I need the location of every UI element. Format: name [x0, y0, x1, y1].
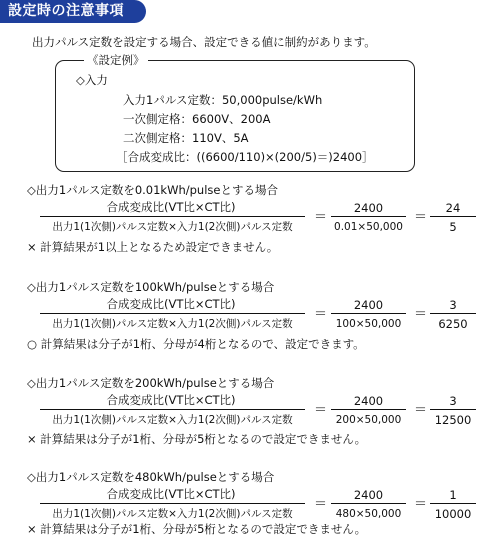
case-note: × 計算結果は分子が1桁、分母が5桁となるので設定できません。 [27, 522, 367, 536]
case-title: ◇出力1パルス定数を100kWh/pulseとする場合 [27, 280, 275, 294]
section-header: 設定時の注意事項 [0, 0, 146, 23]
fraction-bar [40, 409, 305, 410]
fraction-bar [430, 409, 476, 410]
equals-sign: ＝ [414, 210, 428, 225]
equals-sign: ＝ [314, 403, 328, 418]
result-denominator: 12500 [434, 413, 472, 427]
example-line-composite-ratio: ［合成変成比：((6600/110)×(200/5)＝)2400］ [116, 150, 374, 164]
fraction-bar [430, 216, 476, 217]
fraction-bar [331, 216, 406, 217]
mid-denominator: 0.01×50,000 [334, 221, 403, 233]
case-note: ○ 計算結果は分子が1桁、分母が4桁となるので、設定できます。 [27, 337, 365, 351]
formula-denominator: 出力1(1次側)パルス定数×入力1(2次側)パルス定数 [52, 318, 293, 330]
equals-sign: ＝ [414, 307, 428, 322]
result-denominator: 10000 [434, 507, 472, 521]
fraction-bar [40, 313, 305, 314]
formula-denominator: 出力1(1次側)パルス定数×入力1(2次側)パルス定数 [52, 414, 293, 426]
fraction-bar [331, 409, 406, 410]
fraction-bar [331, 503, 406, 504]
example-input-label: ◇入力 [76, 73, 108, 87]
case-note: × 計算結果が1以上となるため設定できません。 [27, 240, 279, 254]
equals-sign: ＝ [414, 403, 428, 418]
formula-denominator: 出力1(1次側)パルス定数×入力1(2次側)パルス定数 [52, 508, 293, 520]
formula-numerator: 合成変成比(VT比×CT比) [106, 487, 236, 501]
equals-sign: ＝ [314, 497, 328, 512]
equals-sign: ＝ [414, 497, 428, 512]
fraction-bar [430, 503, 476, 504]
result-numerator: 24 [445, 201, 461, 215]
mid-numerator: 2400 [353, 394, 384, 408]
example-line-primary-rating: 一次側定格：6600V、200A [123, 112, 271, 126]
formula-numerator: 合成変成比(VT比×CT比) [106, 297, 236, 311]
result-numerator: 1 [449, 488, 457, 502]
fraction-bar [331, 313, 406, 314]
result-denominator: 5 [449, 220, 457, 234]
mid-numerator: 2400 [353, 488, 384, 502]
result-numerator: 3 [449, 394, 457, 408]
fraction-bar [430, 313, 476, 314]
equals-sign: ＝ [314, 210, 328, 225]
mid-denominator: 480×50,000 [335, 508, 402, 520]
fraction-bar [40, 216, 305, 217]
example-line-secondary-rating: 二次側定格：110V、5A [123, 131, 249, 145]
example-label: 《設定例》 [84, 53, 148, 67]
case-title: ◇出力1パルス定数を200kWh/pulseとする場合 [27, 376, 275, 390]
mid-denominator: 200×50,000 [335, 414, 402, 426]
case-title: ◇出力1パルス定数を480kWh/pulseとする場合 [27, 470, 275, 484]
mid-numerator: 2400 [353, 201, 384, 215]
formula-denominator: 出力1(1次側)パルス定数×入力1(2次側)パルス定数 [52, 221, 293, 233]
intro-text: 出力パルス定数を設定する場合、設定できる値に制約があります。 [32, 35, 376, 49]
case-note: × 計算結果は分子が1桁、分母が5桁となるので設定できません。 [27, 432, 367, 446]
equals-sign: ＝ [314, 307, 328, 322]
result-denominator: 6250 [438, 317, 468, 331]
example-line-input-pulse: 入力1パルス定数：50,000pulse/kWh [123, 93, 323, 107]
result-numerator: 3 [449, 298, 457, 312]
formula-numerator: 合成変成比(VT比×CT比) [106, 393, 236, 407]
mid-denominator: 100×50,000 [335, 318, 402, 330]
fraction-bar [40, 503, 305, 504]
mid-numerator: 2400 [353, 298, 384, 312]
formula-numerator: 合成変成比(VT比×CT比) [106, 200, 236, 214]
case-title: ◇出力1パルス定数を0.01kWh/pulseとする場合 [27, 183, 278, 197]
